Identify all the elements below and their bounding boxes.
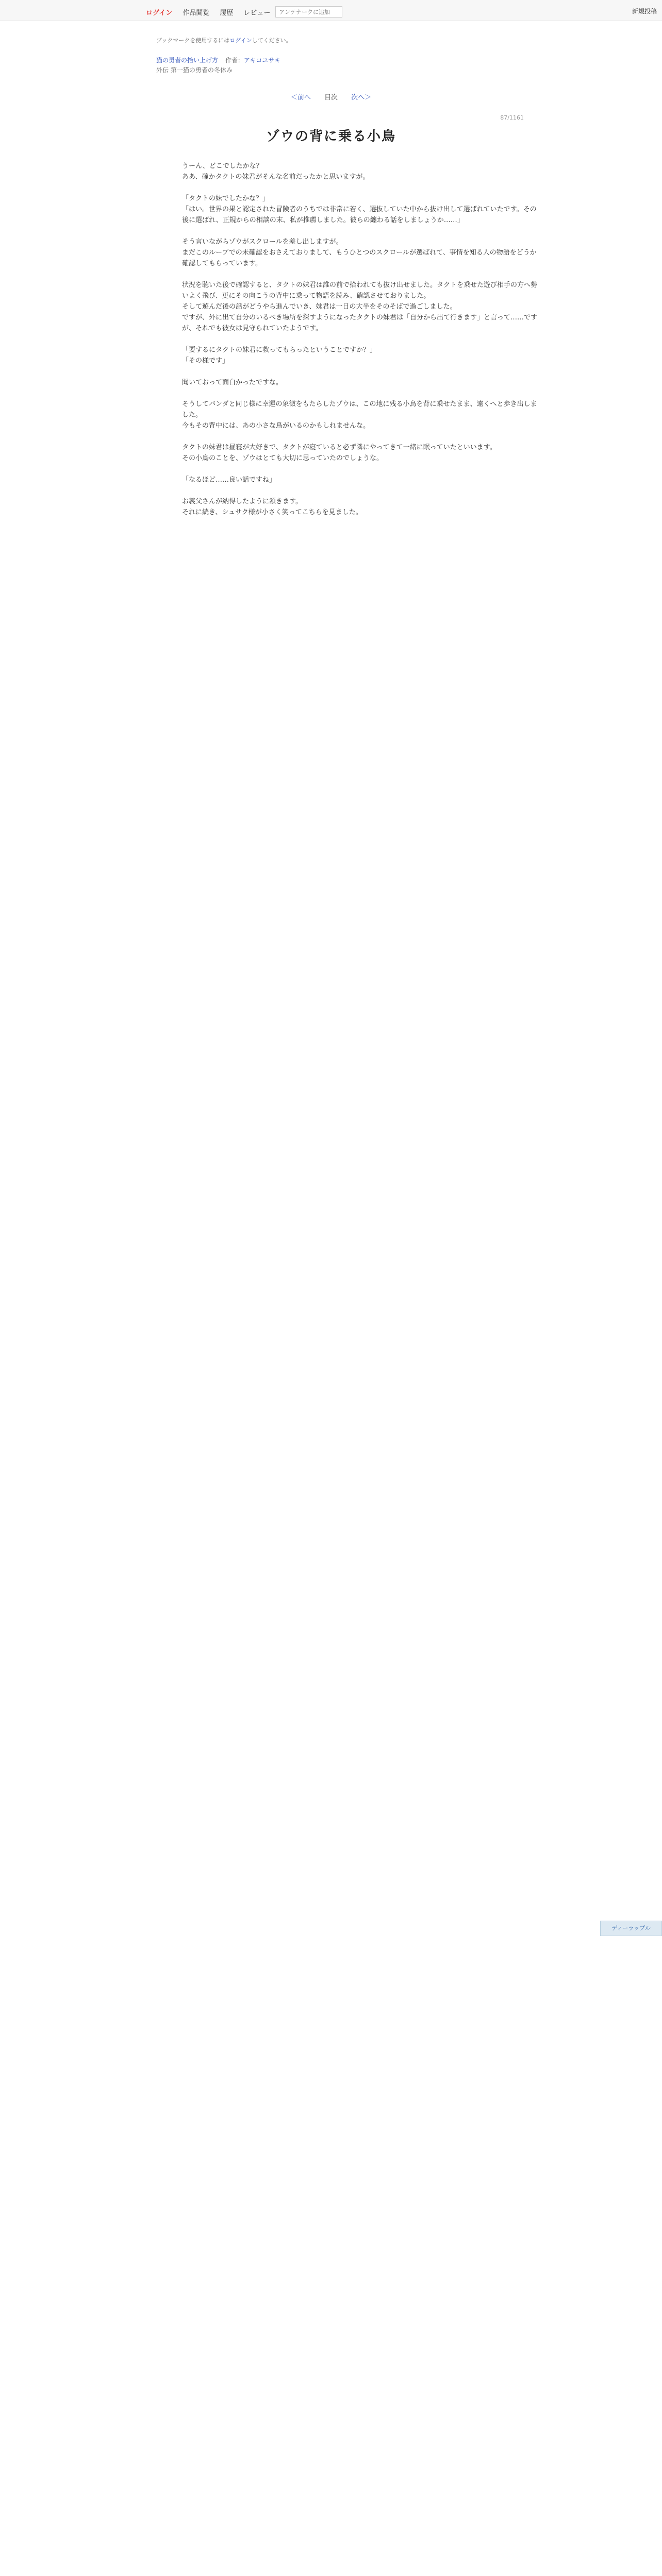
novel-paragraph: 聞いておって面白かったですな。 bbox=[182, 379, 283, 386]
novel-paragraph: 「その様です」 bbox=[182, 357, 229, 365]
paragraph-spacer bbox=[182, 182, 543, 193]
bookmark-notice-suffix: してください。 bbox=[252, 37, 292, 44]
novel-paragraph: ああ、確かタクトの妹君がそんな名前だったかと思いますが。 bbox=[182, 173, 370, 181]
site-header bbox=[0, 0, 662, 21]
novel-paragraph: 「なるほど……良い話ですね」 bbox=[182, 476, 276, 484]
paragraph-spacer bbox=[182, 388, 543, 399]
nav-link-browse[interactable]: 作品閲覧 bbox=[183, 9, 210, 17]
episode-pager bbox=[0, 92, 662, 101]
paragraph-spacer bbox=[182, 366, 543, 377]
novel-paragraph: まだこのループでの未確認をおさえておりまして、もうひとつのスクロールが選ばれて、事情を知る人の物語をどうか確認してもらっています。 bbox=[182, 249, 537, 267]
paragraph-spacer bbox=[182, 431, 543, 442]
header-nav bbox=[146, 6, 342, 18]
next-episode-link[interactable]: 次へ＞ bbox=[351, 94, 372, 101]
author-label: 作者： bbox=[225, 57, 244, 64]
novel-paragraph: 今もその背中には、あの小さな鳥がいるのかもしれませんな。 bbox=[182, 422, 370, 430]
paragraph-spacer bbox=[182, 464, 543, 474]
novel-paragraph: 「タクトの妹でしたかな？」 bbox=[182, 195, 270, 202]
chapter-label: 外伝 第一猫の勇者の冬休み bbox=[156, 66, 233, 74]
novel-paragraph: それに続き、シュサク様が小さく笑ってこちらを見ました。 bbox=[182, 509, 362, 516]
share-button[interactable]: ディーラップル bbox=[600, 1921, 662, 1936]
prev-episode-link[interactable]: ＜前へ bbox=[290, 94, 311, 101]
paragraph-spacer bbox=[182, 334, 543, 345]
nav-link-history[interactable]: 履歴 bbox=[220, 9, 234, 17]
novel-paragraph: ですが、外に出て自分のいるべき場所を探すようになったタクトの妹君は「自分から出て行きます」と言って……ですが、それでも彼女は見守られていたようです。 bbox=[182, 314, 538, 332]
bookmark-notice bbox=[156, 36, 292, 44]
novel-paragraph: うーん、どこでしたかな？ bbox=[182, 162, 263, 170]
novel-paragraph: 状況を聴いた後で確認すると、タクトの妹君は誰の前で拾われても抜け出せました。タクトを乗せた遊び相手の方へ勢いよく飛び、更にその向こうの背中に乗って物語を読み、確認させておりました。 bbox=[182, 281, 538, 300]
novel-paragraph: お義父さんが納得したように頷きます。 bbox=[182, 498, 302, 505]
login-link[interactable]: ログイン bbox=[146, 9, 173, 17]
bookmark-notice-prefix: ブックマークを使用するには bbox=[156, 37, 230, 44]
paragraph-spacer bbox=[182, 226, 543, 236]
episode-number: 87/1161 bbox=[500, 114, 524, 121]
novel-paragraph: そうしてバンダと同じ様に幸運の象徴をもたらしたゾウは、この地に残る小鳥を背に乗せたまま、遠くへと歩き出しました。 bbox=[182, 400, 537, 419]
new-post-link[interactable]: 新規投稿 bbox=[632, 8, 657, 15]
novel-paragraph: 「要するにタクトの妹君に救ってもらったということですか？」 bbox=[182, 346, 377, 354]
novel-paragraph: そう言いながらゾウがスクロールを差し出しますが。 bbox=[182, 238, 343, 246]
novel-paragraph: 「はい。世界の果と認定された冒険者のうちでは非常に若く、選抜していた中から抜け出して選ばれていたです。その後に選ばれ、正規からの相談の末、私が推薦しました。彼らの纏わる話をしましょうか……」 bbox=[182, 206, 537, 224]
author-link[interactable]: アキコユサキ bbox=[243, 57, 281, 64]
episode-title: ゾウの背に乗る小鳥 bbox=[266, 129, 396, 144]
bookmark-login-link[interactable]: ログイン bbox=[229, 37, 252, 44]
series-title-link[interactable]: 猫の勇者の拾い上げ方 bbox=[156, 57, 219, 64]
novel-paragraph: その小鳥のことを、ゾウはとても大切に思っていたのでしょうな。 bbox=[182, 454, 384, 462]
nav-link-review[interactable]: レビュー bbox=[243, 9, 271, 17]
novel-paragraph: タクトの妹君は昼寝が大好きで、タクトが寝ていると必ず隣にやってきて一緒に眠っていたといいます。 bbox=[182, 444, 496, 451]
search-input[interactable] bbox=[275, 6, 342, 18]
paragraph-spacer bbox=[182, 485, 543, 496]
novel-paragraph: そして遊んだ後の話がどうやら進んでいき、妹君は一日の大半をそのそばで過ごしました。 bbox=[182, 303, 457, 311]
series-info bbox=[156, 56, 280, 75]
toc-link[interactable]: 目次 bbox=[324, 94, 338, 101]
paragraph-spacer bbox=[182, 269, 543, 280]
novel-body bbox=[182, 161, 543, 518]
